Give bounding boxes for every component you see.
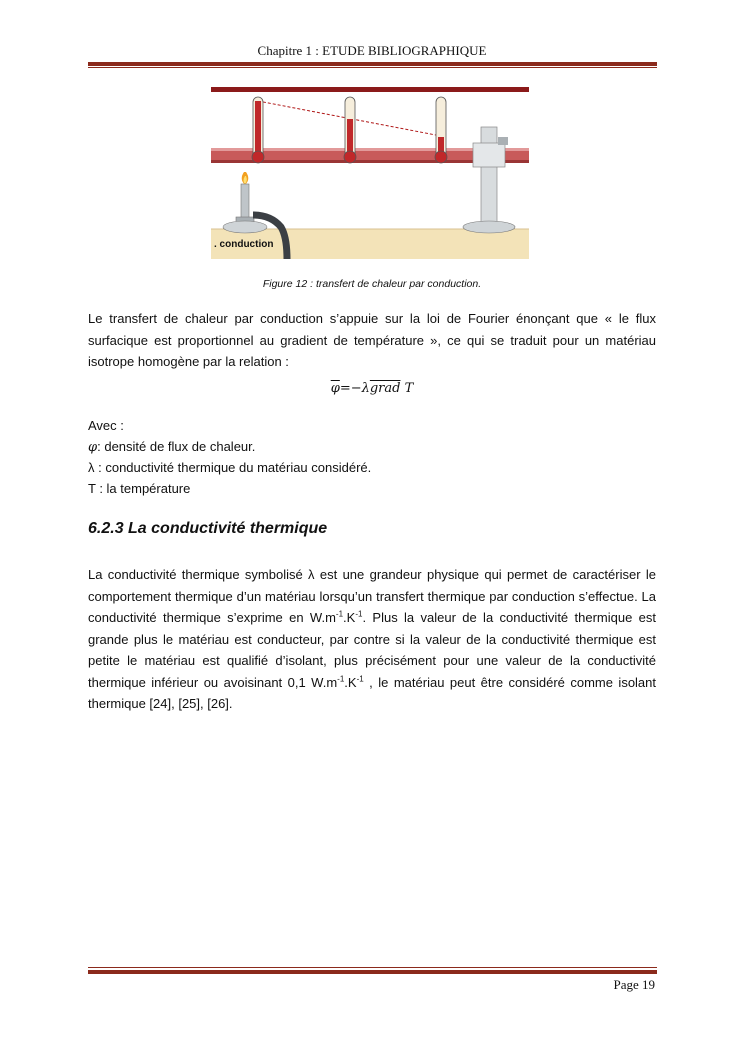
- eq-T: T: [400, 381, 414, 396]
- header-rule: [88, 62, 657, 66]
- eq-phi: $\overline{\varphi}$: [330, 381, 340, 396]
- page-number: Page 19: [613, 977, 655, 992]
- figure-label: . conduction: [214, 239, 274, 250]
- thermometer-3: [435, 97, 447, 163]
- thermometer-2: [344, 97, 356, 163]
- temperature-definition: T : la température: [88, 481, 191, 496]
- fourier-equation: [88, 381, 656, 396]
- lambda-definition: λ : conductivité thermique du matériau considéré.: [88, 460, 372, 475]
- page-header: Chapitre 1 : ETUDE BIBLIOGRAPHIQUE: [257, 43, 487, 58]
- phi-definition: [88, 439, 255, 455]
- conduction-figure: [211, 87, 529, 259]
- phi-text: : densité de flux de chaleur.: [97, 439, 256, 454]
- footer-rule-thin: [88, 967, 657, 968]
- footer-rule: [88, 970, 657, 974]
- eq-equals: =−λ: [339, 381, 370, 396]
- thermometer-1: [252, 97, 264, 163]
- paragraph-conductivity: La conductivité thermique symbolisé λ est une grandeur physique qui permet de caractériser le comportement thermique d’un matériau lorsqu’un transfert thermique par conduction s’effectue. La conductivité thermique s’exprime en $W.m^{-1}.K^{-1}$. Plus la valeur de la conductivité thermique est grande plus le matériau est conducteur, par contre si la valeur de la conductivité thermique est petite le matériau est qualifié d’isolant, plus précisément pour une valeur de la conductivité thermique inférieur ou avoisinant 0,1 $W.m^{-1}.K^{-1}$ , le matériau peut être considéré comme isolant thermique [24], [25], [26].: [88, 567, 657, 711]
- eq-grad: grad: [369, 381, 401, 396]
- section-title: 6.2.3 La conductivité thermique: [88, 520, 328, 537]
- avec-label: Avec :: [88, 418, 124, 433]
- phi-symbol: φ: [88, 440, 98, 455]
- paragraph-fourier: Le transfert de chaleur par conduction s’appuie sur la loi de Fourier énonçant que « le flux surfacique est proportionnel au gradient de température », ce qui se traduit pour un matériau isotrope homogène par la relation :: [88, 311, 656, 369]
- figure-caption: Figure 12 : transfert de chaleur par conduction.: [262, 278, 482, 290]
- header-rule-thin: [88, 67, 657, 68]
